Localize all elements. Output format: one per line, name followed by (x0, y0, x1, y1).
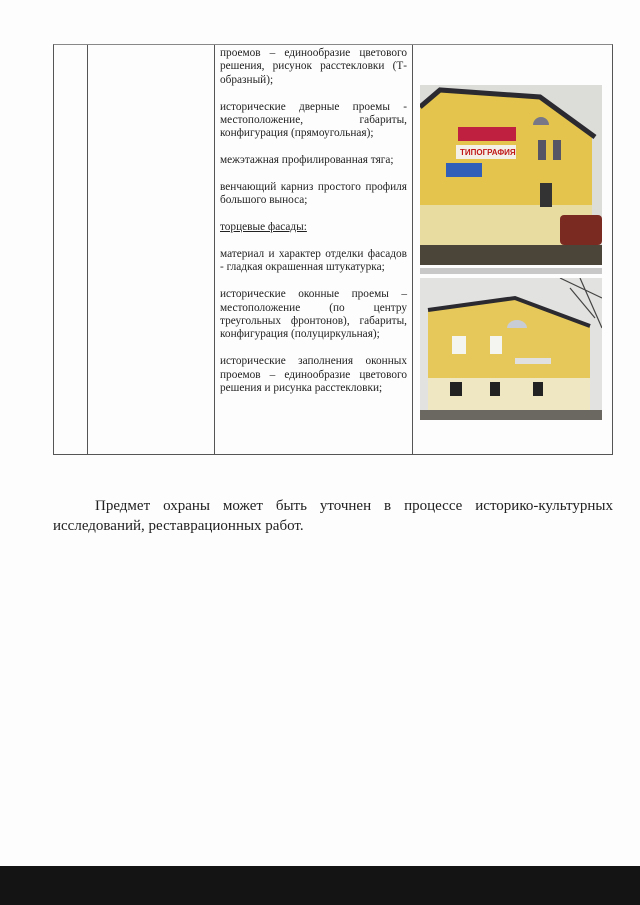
column-divider (214, 45, 215, 454)
item-text: исторические оконные проемы – местоположение (по центру треугольных фронтонов), габариты, конфигурация (полуциркульная); (220, 288, 407, 341)
building-photo-end-facade (420, 278, 602, 420)
photo-separator (420, 268, 602, 274)
building-photo-main-facade (420, 85, 602, 265)
sign-text: ТИПОГРАФИЯ (460, 148, 516, 157)
column-divider (87, 45, 88, 454)
note-paragraph: Предмет охраны может быть уточнен в процессе историко-культурных исследований, реставрационных работ. (53, 498, 613, 534)
item-text: исторические дверные проемы - местоположение, габариты, конфигурация (прямоугольная); (220, 100, 407, 140)
scan-edge-band (0, 866, 640, 905)
section-heading: торцевые фасады: (220, 221, 307, 234)
column-divider (412, 45, 413, 454)
item-text: исторические заполнения оконных проемов – единообразие цветового решения и рисунка расстекловки; (220, 355, 407, 395)
protection-table (53, 44, 613, 455)
item-text: межэтажная профилированная тяга; (220, 154, 394, 167)
protection-items-cell (220, 47, 407, 409)
item-text: венчающий карниз простого профиля большого выноса; (220, 181, 407, 207)
item-text: проемов – единообразие цветового решения, рисунок расстекловки (Т-образный); (220, 47, 407, 86)
item-text: материал и характер отделки фасадов - гладкая окрашенная штукатурка; (220, 248, 407, 274)
